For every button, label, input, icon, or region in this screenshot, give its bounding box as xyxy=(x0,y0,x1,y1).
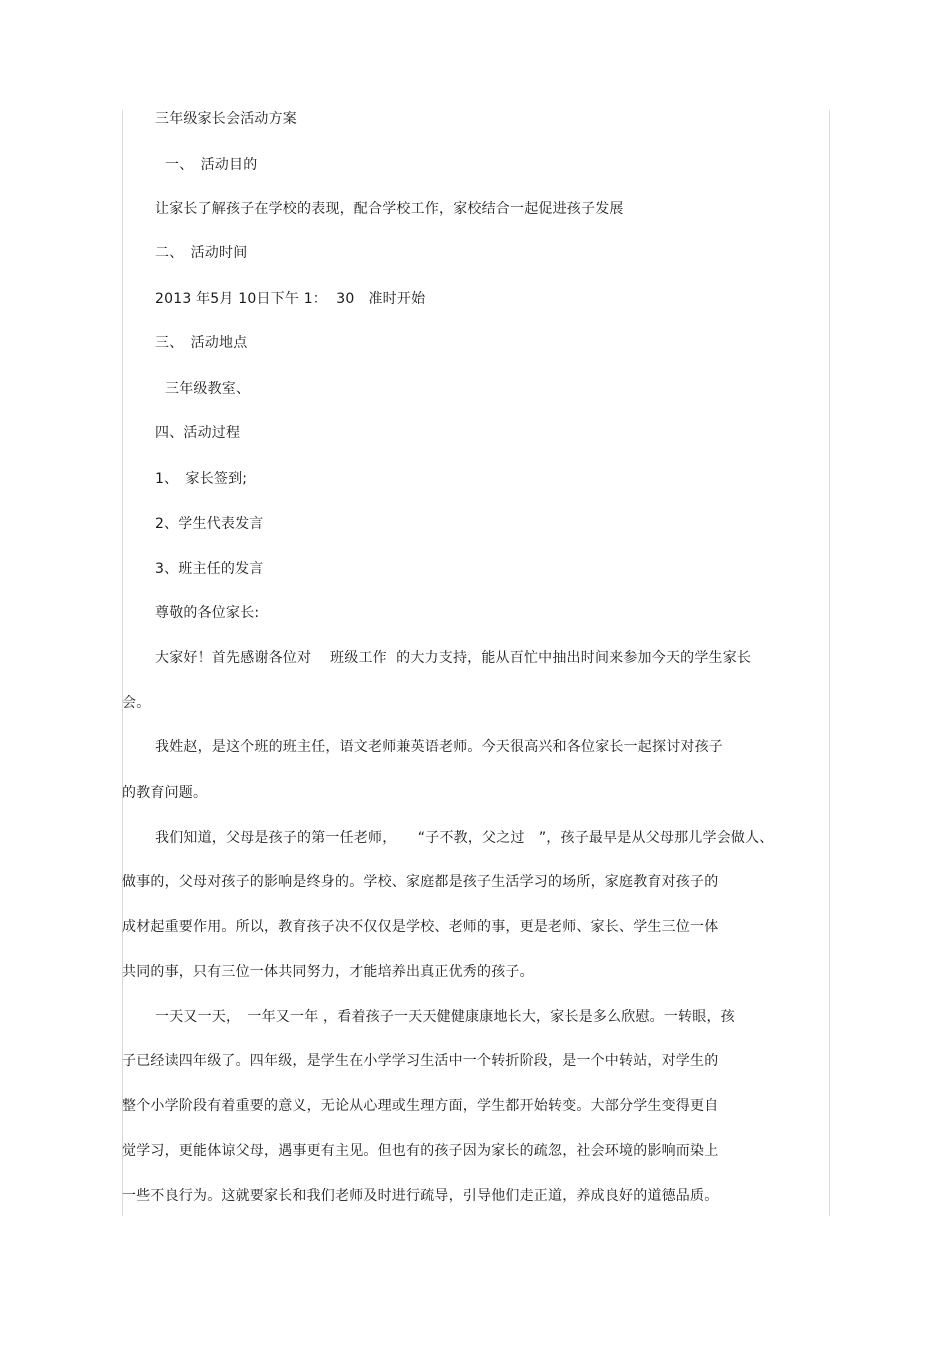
section-heading-location: 三、 活动地点 xyxy=(155,335,248,351)
paragraph-line: 做事的，父母对孩子的影响是终身的。学校、家庭都是孩子生活学习的场所，家庭教育对孩子的 xyxy=(122,874,719,890)
section-text-time: 2013 年5月 10日下午 1： 30 准时开始 xyxy=(155,291,426,307)
section-heading-time: 二、 活动时间 xyxy=(155,245,248,261)
process-step-3: 3、班主任的发言 xyxy=(155,561,264,577)
paragraph-line: 共同的事，只有三位一体共同努力，才能培养出真正优秀的孩子。 xyxy=(122,964,534,980)
paragraph-line: 一些不良行为。这就要家长和我们老师及时进行疏导，引导他们走正道，养成良好的道德品质。 xyxy=(122,1188,719,1204)
paragraph-line: 大家好！首先感谢各位对 班级工作 的大力支持，能从百忙中抽出时间来参加今天的学生家长 xyxy=(155,650,752,666)
paragraph-line: 会。 xyxy=(122,695,151,711)
section-heading-purpose: 一、 活动目的 xyxy=(165,157,258,173)
paragraph-line: 整个小学阶段有着重要的意义，无论从心理或生理方面，学生都开始转变。大部分学生变得更自 xyxy=(122,1098,719,1114)
paragraph-line: 子已经读四年级了。四年级，是学生在小学学习生活中一个转折阶段，是一个中转站，对学生的 xyxy=(122,1053,719,1069)
greeting: 尊敬的各位家长: xyxy=(155,605,260,621)
paragraph-line: 一天又一天， 一年又一年 ，看着孩子一天天健健康康地长大，家长是多么欣慰。一转眼，孩 xyxy=(155,1009,735,1025)
paragraph-line: 成材起重要作用。所以，教育孩子决不仅仅是学校、老师的事，更是老师、家长、学生三位一体 xyxy=(122,919,719,935)
document-title: 三年级家长会活动方案 xyxy=(155,111,297,127)
section-heading-process: 四、活动过程 xyxy=(155,425,241,441)
paragraph-line: 我姓赵，是这个班的班主任，语文老师兼英语老师。今天很高兴和各位家长一起探讨对孩子 xyxy=(155,739,723,755)
paragraph-line: 的教育问题。 xyxy=(122,785,208,801)
section-text-purpose: 让家长了解孩子在学校的表现，配合学校工作，家校结合一起促进孩子发展 xyxy=(155,201,624,217)
paragraph-line: 觉学习，更能体谅父母，遇事更有主见。但也有的孩子因为家长的疏忽，社会环境的影响而染上 xyxy=(122,1143,719,1159)
process-step-1: 1、 家长签到; xyxy=(155,471,248,487)
section-text-location: 三年级教室、 xyxy=(165,381,251,397)
process-step-2: 2、学生代表发言 xyxy=(155,516,264,532)
paragraph-line: 我们知道，父母是孩子的第一任老师， “子不教，父之过 ”，孩子最早是从父母那儿学会做人、 xyxy=(155,830,774,846)
